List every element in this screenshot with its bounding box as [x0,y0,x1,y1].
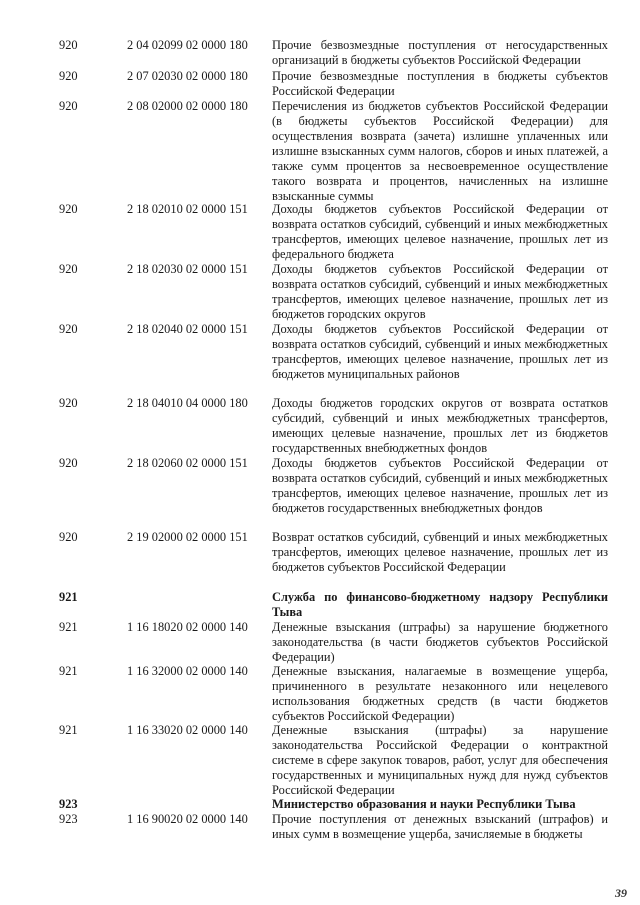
income-name: Доходы бюджетов субъектов Российской Федерации от возврата остатков субсидий, субвенций и иных межбюджетных трансфертов, имеющих целевое назначение, прошлых лет из федерального бюджета [272,202,608,261]
income-name: Прочие безвозмездные поступления от негосударственных организаций в бюджеты субъектов Российской Федерации [272,38,608,67]
income-name: Денежные взыскания (штрафы) за нарушение законодательства Российской Федерации о контрактной системе в сфере закупок товаров, работ, услуг для обеспечения государственных и муниципальных нужд для нужд субъектов Российской Федерации [272,723,608,797]
income-name: Прочие безвозмездные поступления в бюджеты субъектов Российской Федерации [272,69,608,98]
admin-code: 921 [59,664,78,678]
income-code: 1 16 18020 02 0000 140 [127,620,248,634]
admin-code: 920 [59,322,78,336]
admin-code: 921 [59,590,78,604]
admin-code: 921 [59,620,78,634]
income-code: 2 18 02040 02 0000 151 [127,322,248,336]
income-code: 2 04 02099 02 0000 180 [127,38,248,52]
income-code: 1 16 33020 02 0000 140 [127,723,248,737]
income-name: Доходы бюджетов субъектов Российской Федерации от возврата остатков субсидий, субвенций и иных межбюджетных трансфертов, имеющих целевое назначение, прошлых лет из бюджетов государственных внебюджетных фондов [272,456,608,515]
section-title: Министерство образования и науки Республики Тыва [272,797,576,811]
admin-code: 920 [59,69,78,83]
income-name: Денежные взыскания, налагаемые в возмещение ущерба, причиненного в результате незаконного или нецелевого использования бюджетных средств (в части бюджетов субъектов Российской Федерации) [272,664,608,723]
income-code: 1 16 32000 02 0000 140 [127,664,248,678]
income-code: 2 19 02000 02 0000 151 [127,530,248,544]
admin-code: 920 [59,38,78,52]
income-code: 2 18 04010 04 0000 180 [127,396,248,410]
income-code: 1 16 90020 02 0000 140 [127,812,248,826]
income-name: Доходы бюджетов городских округов от возврата остатков субсидий, субвенций и иных межбюджетных трансфертов, имеющих целевые назначение, прошлых лет из бюджетов государственных внебюджетных фондов [272,396,608,455]
income-code: 2 08 02000 02 0000 180 [127,99,248,113]
admin-code: 920 [59,202,78,216]
income-name: Прочие поступления от денежных взысканий (штрафов) и иных сумм в возмещение ущерба, зачисляемые в бюджеты [272,812,608,841]
section-title: Служба по финансово-бюджетному надзору Республики Тыва [272,590,608,619]
admin-code: 920 [59,396,78,410]
admin-code: 920 [59,530,78,544]
income-name: Возврат остатков субсидий, субвенций и иных межбюджетных трансфертов, имеющих целевое назначение, прошлых лет из бюджетов субъектов Российской Федерации [272,530,608,574]
admin-code: 923 [59,812,78,826]
income-code: 2 18 02030 02 0000 151 [127,262,248,276]
income-code: 2 07 02030 02 0000 180 [127,69,248,83]
admin-code: 921 [59,723,78,737]
admin-code: 920 [59,99,78,113]
income-code: 2 18 02060 02 0000 151 [127,456,248,470]
income-name: Доходы бюджетов субъектов Российской Федерации от возврата остатков субсидий, субвенций и иных межбюджетных трансфертов, имеющих целевое назначение, прошлых лет из бюджетов муниципальных районов [272,322,608,381]
income-name: Перечисления из бюджетов субъектов Российской Федерации (в бюджеты субъектов Российской Федерации) для осуществления возврата (зачета) излишне уплаченных или излишне взысканных сумм налогов, сборов и иных платежей, а также сумм процентов за несвоевременное осуществление такого возврата и процентов, начисленных на излишне взысканные суммы [272,99,608,203]
admin-code: 920 [59,262,78,276]
income-code: 2 18 02010 02 0000 151 [127,202,248,216]
admin-code: 920 [59,456,78,470]
income-name: Денежные взыскания (штрафы) за нарушение бюджетного законодательства (в части бюджетов субъектов Российской Федерации) [272,620,608,664]
admin-code: 923 [59,797,78,811]
page-number: 39 [615,886,627,900]
income-name: Доходы бюджетов субъектов Российской Федерации от возврата остатков субсидий, субвенций и иных межбюджетных трансфертов, имеющих целевое назначение, прошлых лет из бюджетов городских округов [272,262,608,321]
